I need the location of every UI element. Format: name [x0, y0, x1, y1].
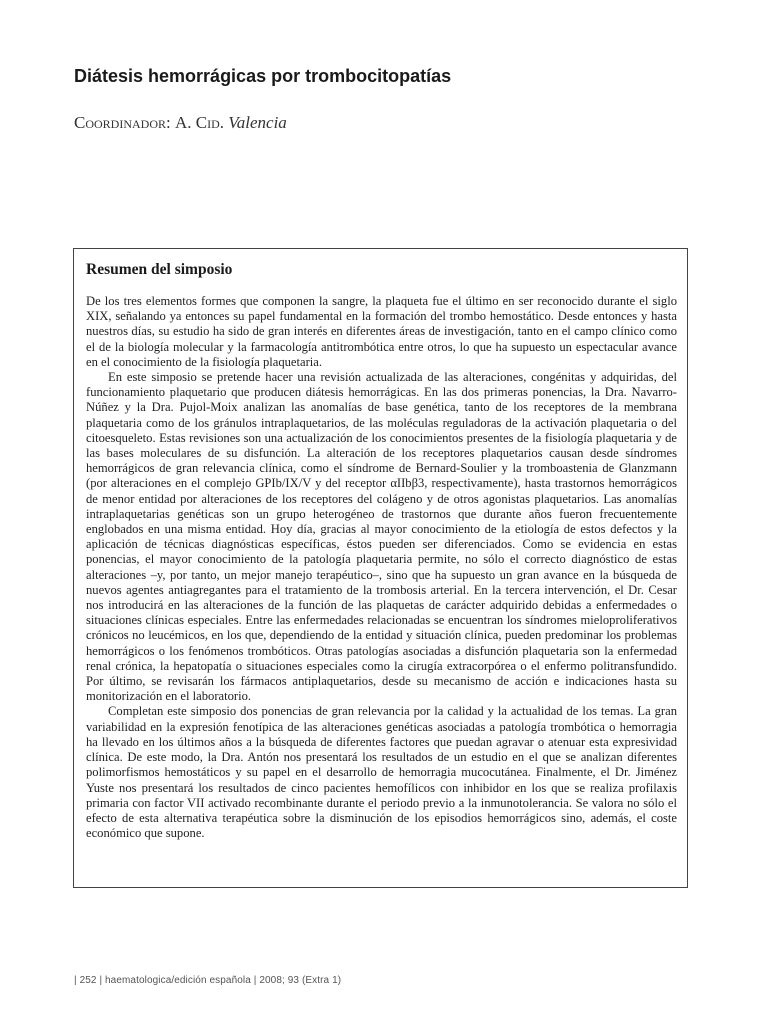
coordinator-city: Valencia — [228, 113, 287, 132]
abstract-paragraph-2: En este simposio se pretende hacer una revisión actualizada de las alteraciones, congénitas y adquiridas, del funcionamiento plaquetario que producen diátesis hemorrágicas. En las dos primeras ponencias, la Dra. Navarro-Núñez y la Dra. Pujol-Moix analizan las anomalías de base genética, tanto de los receptores de la membrana plaquetaria como de los gránulos intraplaquetarios, de las moléculas reguladoras de la activación plaquetaria o del citoesqueleto. Estas revisiones son una actualización de los conocimientos presentes de la fisiología plaquetaria y de las bases moleculares de su disfunción. La alteración de los receptores plaquetarios causan desde síndromes hemorrágicos de gran relevancia clínica, como el síndrome de Bernard-Soulier y la tromboastenia de Glanzmann (por alteraciones en el complejo GPIb/IX/V y del receptor αIIbβ3, respectivamente), hasta trastornos hemorrágicos de menor entidad por alteraciones de los receptores del colágeno y de otros agonistas plaquetarios. Las anomalías intraplaquetarias genéticas son un grupo heterogéneo de trastornos que durante años fueron frecuentemente englobados en una misma entidad. Hoy día, gracias al mayor conocimiento de la etiología de estos defectos y la aplicación de técnicas diagnósticas específicas, éstos pueden ser diferenciados. Como se evidencia en estas ponencias, el mayor conocimiento de la patología plaquetaria permite, no sólo el correcto diagnóstico de estas alteraciones –y, por tanto, un mejor manejo terapéutico–, sino que ha supuesto un gran avance en la búsqueda de nuevos agentes antiagregantes para el tratamiento de la trombosis arterial. En la tercera intervención, el Dr. Cesar nos introducirá en las alteraciones de la función de las plaquetas de carácter adquirido debidas a enfermedades o situaciones clínicas especiales. Entre las enfermedades relacionadas se encuentran los síndromes mieloproliferativos crónicos no leucémicos, en los que, dependiendo de la entidad y situación clínica, pueden predominar los problemas hemorrágicos o los fenómenos trombóticos. Otras patologías asociadas a disfunción plaquetaria son la enfermedad renal crónica, la hepatopatía o situaciones especiales como la cirugía extracorpórea o el enfermo politransfundido. Por último, se revisarán los fármacos antiplaquetarios, desde su mecanismo de acción e indicaciones hasta su monitorización en el laboratorio. — [86, 370, 677, 704]
abstract-paragraph-1: De los tres elementos formes que componen la sangre, la plaqueta fue el último en ser reconocido durante el siglo XIX, señalando ya entonces su papel fundamental en la formación del trombo hemostático. Desde entonces y hasta nuestros días, su estudio ha sido de gran interés en diferentes áreas de investigación, tanto en el campo clínico como el de la biología molecular y la farmacología antitrombótica entre otros, lo que ha supuesto un espectacular avance en el conocimiento de la fisiología plaquetaria. — [86, 294, 677, 369]
abstract-box — [73, 248, 688, 888]
page-title: Diátesis hemorrágicas por trombocitopatías — [74, 66, 452, 86]
coordinator-line — [74, 113, 714, 133]
coordinator-label: Coordinador: — [74, 113, 171, 132]
page-footer: | 252 | haematologica/edición española | 2008; 93 (Extra 1) — [74, 975, 342, 986]
abstract-body — [86, 294, 677, 841]
coordinator-name: A. Cid. — [174, 113, 225, 132]
abstract-paragraph-3: Completan este simposio dos ponencias de gran relevancia por la calidad y la actualidad de los temas. La gran variabilidad en la expresión fenotípica de las alteraciones genéticas asociadas a patología trombótica o hemorragia ha llevado en los últimos años a la búsqueda de diferentes factores que puedan agravar o atenuar esta expresividad clínica. De este modo, la Dra. Antón nos presentará los resultados de un estudio en el que se analizan diferentes polimorfismos hemostáticos y su papel en el desarrollo de hemorragia mucocutánea. Finalmente, el Dr. Jiménez Yuste nos presentará los resultados de cinco pacientes hemofílicos con inhibidor en los que se realiza profilaxis primaria con factor VII activado recombinante durante el periodo previo a la inmunotolerancia. Se valora no sólo el efecto de esta alternativa terapéutica sobre la disminución de los episodios hemorrágicos sino, además, el coste económico que supone. — [86, 704, 677, 841]
abstract-heading: Resumen del simposio — [86, 261, 233, 278]
